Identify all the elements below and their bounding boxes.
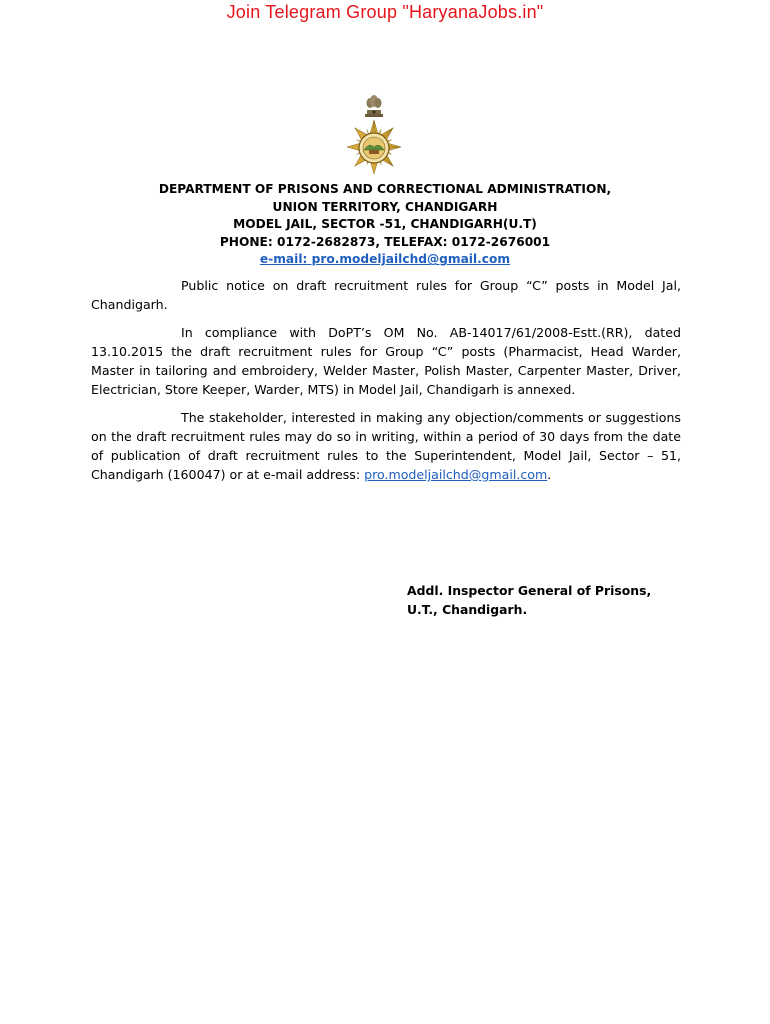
- signature-block: [407, 581, 651, 619]
- header-department: DEPARTMENT OF PRISONS AND CORRECTIONAL ADMINISTRATION,: [158, 182, 612, 196]
- header-address: MODEL JAIL, SECTOR -51, CHANDIGARH(U.T): [233, 217, 537, 232]
- state-emblem-icon: [331, 92, 417, 178]
- notice-subject: Public notice on draft recruitment rules for Group “C” posts in Model Jal, Chandigarh.: [91, 278, 681, 312]
- objection-email-link[interactable]: pro.modeljailchd@gmail.com: [364, 467, 548, 482]
- signature-designation: Addl. Inspector General of Prisons,: [407, 583, 652, 598]
- header-territory: UNION TERRITORY, CHANDIGARH: [272, 199, 498, 214]
- header-phone: PHONE: 0172-2682873, TELEFAX: 0172-2676001: [219, 234, 551, 249]
- telegram-banner[interactable]: Join Telegram Group "HaryanaJobs.in": [226, 2, 544, 22]
- notice-objection-paragraph: [91, 408, 681, 484]
- objection-text: The stakeholder, interested in making any objection/comments or suggestions on the draft recruitment rules may do so in writing, within a period of 30 days from the date of publication of draft recruitment rules to the Superintendent, Model Jail, Sector – 51, Chandigarh (160047) or at e-mail address:: [91, 410, 681, 482]
- notice-compliance-paragraph: In compliance with DoPT’s OM No. AB-14017/61/2008-Estt.(RR), dated 13.10.2015 the draft recruitment rules for Group “C” posts (Pharmacist, Head Warder, Master in tailoring and embroidery, Welder Master, Polish Master, Carpenter Master, Driver, Electrician, Store Keeper, Warder, MTS) in Model Jail, Chandigarh is annexed.: [91, 325, 681, 397]
- header-email-link[interactable]: e-mail: pro.modeljailchd@gmail.com: [259, 252, 511, 267]
- department-header: [0, 181, 770, 269]
- objection-period: .: [547, 467, 552, 482]
- signature-location: U.T., Chandigarh.: [407, 602, 528, 617]
- notice-body: [91, 276, 681, 493]
